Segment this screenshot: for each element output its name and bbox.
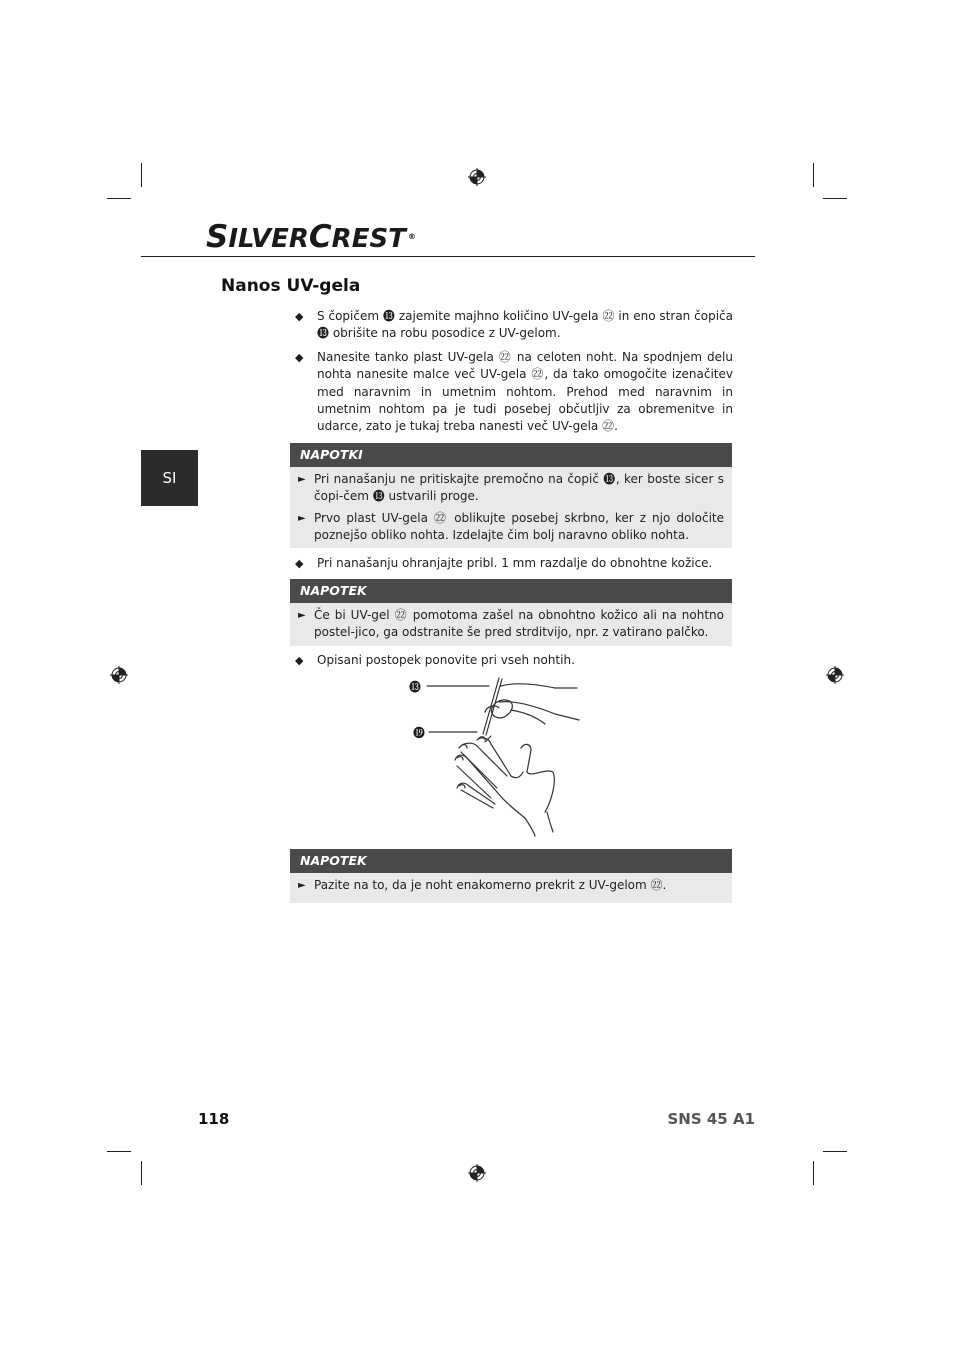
registration-mark-icon xyxy=(468,1164,486,1182)
crop-mark xyxy=(107,1151,131,1152)
triangle-bullet-icon: ► xyxy=(298,880,306,891)
note-item-text: Pri nanašanju ne pritiskajte premočno na čopič ⓭, ker boste sicer s čopi-čem ⓭ ustvarili proge. xyxy=(314,472,724,504)
note-item xyxy=(298,607,724,642)
note-box xyxy=(290,443,732,548)
crop-mark xyxy=(141,163,142,187)
triangle-bullet-icon: ► xyxy=(298,512,306,524)
list-item-text: Pri nanašanju ohranjajte pribl. 1 mm razdalje do obnohtne kožice. xyxy=(317,556,713,570)
diamond-bullet-icon: ◆ xyxy=(295,351,304,364)
figure-label-brush: ⓭ xyxy=(409,680,422,694)
list-item xyxy=(295,555,733,572)
section-title: Nanos UV-gela xyxy=(221,276,361,296)
note-item-text: Pazite na to, da je noht enakomerno prekrit z UV-gelom ㉒. xyxy=(314,878,667,892)
note-heading: NAPOTEK xyxy=(290,849,732,873)
header-rule xyxy=(141,256,755,257)
figure-label-nail: ⓳ xyxy=(413,726,426,740)
note-heading: NAPOTKI xyxy=(290,443,732,467)
model-number: SNS 45 A1 xyxy=(667,1110,755,1128)
brand-logo: SILVERCREST ® xyxy=(206,219,416,255)
diamond-bullet-icon: ◆ xyxy=(295,557,304,570)
note-item xyxy=(298,510,724,545)
registration-mark-icon xyxy=(468,168,486,186)
note-item-text: Prvo plast UV-gela ㉒ oblikujte posebej skrbno, ker z njo določite poznejšo obliko nohta. Izdelajte čim bolj naravno obliko nohta. xyxy=(314,510,724,542)
crop-mark xyxy=(813,1161,814,1185)
language-tab: SI xyxy=(141,450,198,506)
triangle-bullet-icon: ► xyxy=(298,610,306,621)
diamond-bullet-icon: ◆ xyxy=(295,310,304,323)
crop-mark xyxy=(141,1161,142,1185)
note-item xyxy=(298,471,724,506)
list-item xyxy=(295,308,733,343)
list-item xyxy=(295,349,733,435)
list-item-text: S čopičem ⓭ zajemite majhno količino UV-gela ㉒ in eno stran čopiča ⓭ obrišite na robu posodice z UV-gelom. xyxy=(317,309,733,341)
page-number: 118 xyxy=(198,1110,230,1128)
crop-mark xyxy=(813,163,814,187)
note-box xyxy=(290,849,732,903)
list-item-text: Opisani postopek ponovite pri vseh nohtih. xyxy=(317,653,575,667)
crop-mark xyxy=(823,1151,847,1152)
list-item xyxy=(295,652,733,669)
list-item-text: Nanesite tanko plast UV-gela ㉒ na celoten noht. Na spodnjem delu nohta nanesite malce več UV-gela ㉒, da tako omogočite izenačitev med naravnim in umetnim nohtom. Prehod med naravnim in umetnim nohtom pa je tudi posebej občutljiv za obremenitve in udarce, zato je tukaj treba nanesti več UV-gela ㉒. xyxy=(317,350,733,434)
note-heading: NAPOTEK xyxy=(290,579,732,603)
crop-mark xyxy=(107,198,131,199)
note-item xyxy=(298,877,724,894)
hand-drawing-icon xyxy=(405,672,595,842)
registration-mark-icon xyxy=(826,666,844,684)
note-box xyxy=(290,579,732,646)
note-item-text: Če bi UV-gel ㉒ pomotoma zašel na obnohtno kožico ali na nohtno postel-jico, ga odstranite še pred strditvijo, npr. z vatirano palčko. xyxy=(314,608,724,640)
crop-mark xyxy=(823,198,847,199)
registration-mark-icon xyxy=(110,666,128,684)
diamond-bullet-icon: ◆ xyxy=(295,654,304,667)
triangle-bullet-icon: ► xyxy=(298,474,306,485)
hand-illustration xyxy=(405,672,595,842)
